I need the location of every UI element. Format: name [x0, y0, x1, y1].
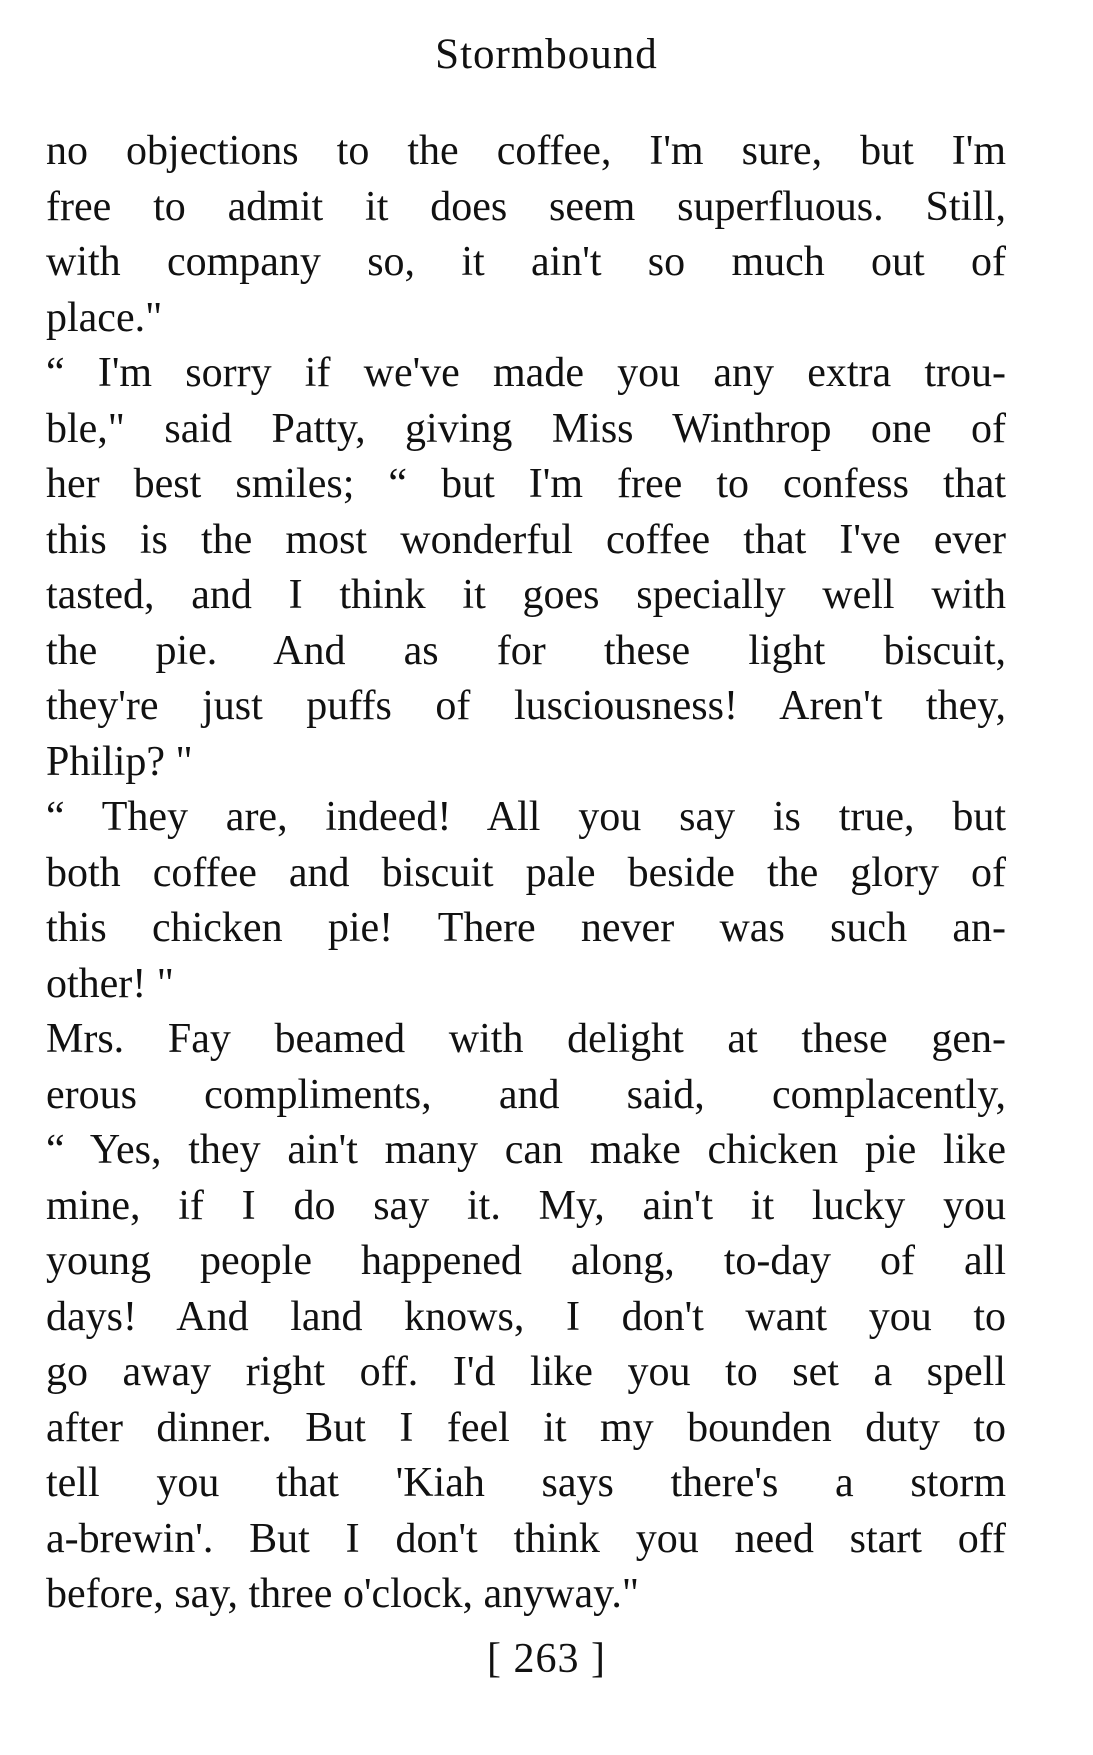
text-line: “ They are, indeed! All you say is true, but	[46, 794, 1006, 840]
text-line: young people happened along, to-day of all	[46, 1238, 1006, 1284]
text-line: place."	[46, 294, 163, 341]
text-line: both coffee and biscuit pale beside the glory of	[46, 849, 1006, 896]
text-line: “ I'm sorry if we've made you any extra trou-	[46, 350, 1006, 396]
text-line: a-brewin'. But I don't think you need start off	[46, 1515, 1006, 1562]
text-line: ble," said Patty, giving Miss Winthrop one of	[46, 405, 1006, 452]
text-line: other! "	[46, 960, 174, 1007]
text-line: mine, if I do say it. My, ain't it lucky you	[46, 1182, 1006, 1229]
text-line: go away right off. I'd like you to set a spell	[46, 1349, 1006, 1395]
text-line: Philip? "	[46, 738, 193, 785]
page-number: [ 263 ]	[487, 1636, 606, 1682]
text-line: this is the most wonderful coffee that I've ever	[46, 516, 1006, 563]
text-line: free to admit it does seem superfluous. Still,	[46, 183, 1006, 230]
text-line: her best smiles; “ but I'm free to confess that	[46, 461, 1006, 507]
text-line: tasted, and I think it goes specially well with	[46, 572, 1006, 618]
text-line: erous compliments, and said, complacently,	[46, 1071, 1006, 1118]
text-line: before, say, three o'clock, anyway."	[46, 1571, 640, 1617]
text-line: after dinner. But I feel it my bounden duty to	[46, 1404, 1006, 1451]
text-line: this chicken pie! There never was such an-	[46, 905, 1006, 951]
running-head: Stormbound	[435, 31, 658, 78]
text-line: Mrs. Fay beamed with delight at these gen-	[46, 1016, 1006, 1062]
body-text	[46, 124, 1006, 1623]
text-line: tell you that 'Kiah says there's a storm	[46, 1460, 1006, 1506]
text-line: “ Yes, they ain't many can make chicken pie like	[46, 1127, 1006, 1173]
text-line: the pie. And as for these light biscuit,	[46, 627, 1006, 674]
text-line: they're just puffs of lusciousness! Aren't they,	[46, 683, 1006, 729]
text-line: no objections to the coffee, I'm sure, but I'm	[46, 128, 1006, 174]
text-line: with company so, it ain't so much out of	[46, 239, 1006, 285]
text-line: days! And land knows, I don't want you to	[46, 1293, 1006, 1340]
